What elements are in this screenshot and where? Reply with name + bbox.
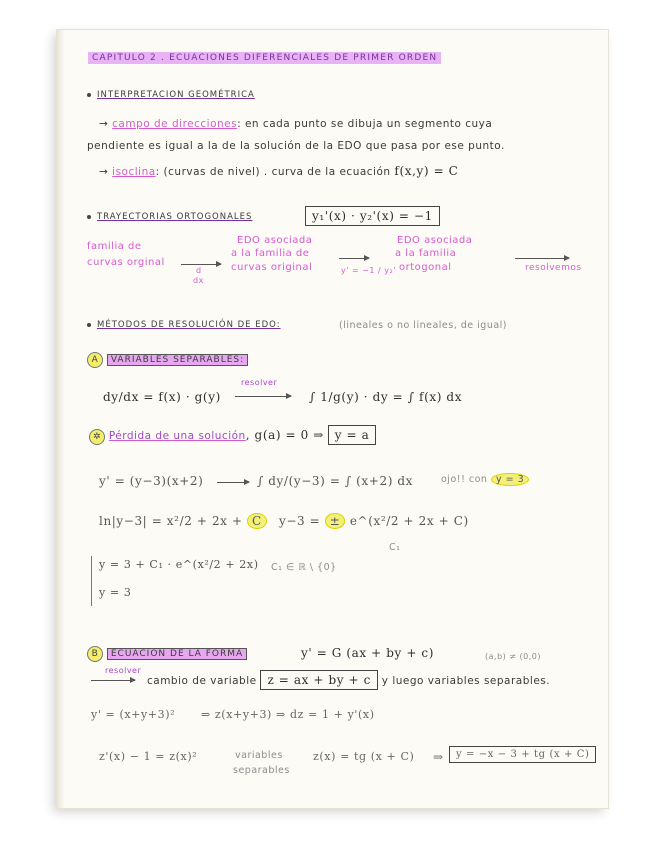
warning-icon: ✲ [89, 429, 105, 445]
method-b-condition: (a,b) ≠ (0,0) [485, 652, 542, 661]
flow-familia-2: curvas orginal [87, 257, 165, 268]
orthogonal-formula: y₁'(x) · y₂'(x) = −1 [305, 206, 440, 226]
method-b-badge: B [87, 646, 103, 662]
example2-vs-1: variables [235, 750, 283, 761]
flow-dx: dx [193, 276, 204, 285]
example1-eq: y' = (y−3)(x+2) [99, 474, 204, 488]
flow-sub: y' = −1 / y₂' [341, 266, 396, 275]
example1-arrow [217, 482, 249, 483]
example2-sub: ⇒ z(x+y+3) ⇒ dz = 1 + y'(x) [201, 708, 375, 721]
method-a-title: VARIABLES SEPARABLES: [107, 354, 248, 366]
cambio-variable-text: cambio de variable [147, 675, 257, 687]
pendiente-line: pendiente es igual a la de la solución de la EDO que pasa por ese punto. [87, 140, 505, 152]
variables-separables-title [87, 352, 248, 368]
cambio-variable-formula: z = ax + by + c [260, 670, 377, 690]
perdida-condition: , g(a) = 0 ⇒ [245, 428, 324, 442]
c1-label: C₁ [389, 542, 401, 553]
resolver-label: resolver [241, 378, 278, 387]
perdida-line [89, 428, 376, 445]
flow-edo-3: curvas original [231, 262, 313, 273]
section-heading-metodos: MÉTODOS DE RESOLUCIÓN DE EDO: [87, 320, 281, 330]
system-singular: y = 3 [99, 586, 132, 599]
chapter-title: CAPITULO 2 . ECUACIONES DIFERENCIALES DE PRIMER ORDEN [88, 52, 441, 64]
example1-exp: y−3 = ± e^(x²/2 + 2x + C) [279, 514, 469, 528]
flow-familia-1: familia de [87, 241, 142, 252]
example1-exp-power: e^(x²/2 + 2x + C) [349, 514, 469, 528]
cambio-variable-line [147, 673, 550, 687]
isoclina-line [99, 164, 458, 178]
flow-arrow-3 [515, 258, 569, 259]
example1-note-highlight: y = 3 [491, 473, 529, 486]
bullet-icon [87, 323, 91, 327]
campo-direcciones-text: : en cada punto se dibuja un segmento cuya [237, 118, 493, 130]
section-heading-trayectorias: TRAYECTORIAS ORTOGONALES [87, 212, 252, 222]
example2-eq: y' = (x+y+3)² [91, 708, 176, 721]
system-brace [91, 556, 92, 606]
method-b-equation: y' = G (ax + by + c) [301, 646, 434, 660]
separable-eq-left: dy/dx = f(x) · g(y) [103, 390, 221, 404]
arrow-icon: → [99, 166, 109, 178]
ecuacion-forma-title [87, 646, 247, 662]
perdida-term: Pérdida de una solución [108, 430, 246, 442]
isoclina-term: isoclina [112, 166, 156, 178]
flow-edo-orto-2: a la familia [395, 248, 457, 259]
constant-c-highlight: C [247, 513, 267, 529]
bullet-icon [87, 215, 91, 219]
example2-z: z(x) = tg (x + C) [313, 750, 415, 763]
method-b-title: ECUACION DE LA FORMA [107, 648, 247, 660]
flow-edo-orto-3: ortogonal [399, 262, 452, 273]
flow-arrow-2 [339, 258, 369, 259]
resolver-arrow-b [91, 680, 135, 681]
arrow-icon: → [99, 118, 109, 130]
system-condition: C₁ ∈ ℝ \ {0} [271, 562, 337, 573]
flow-edo-1: EDO asociada [237, 235, 313, 246]
method-a-badge: A [87, 352, 103, 368]
system-general: y = 3 + C₁ · e^(x²/2 + 2x) [99, 558, 259, 571]
plus-minus-highlight: ± [325, 513, 346, 529]
resolver-arrow [235, 396, 291, 397]
resolver-label-b: resolver [105, 666, 142, 675]
example1-log: ln|y−3| = x²/2 + 2x + C [99, 514, 267, 528]
flow-arrow-1 [181, 264, 221, 265]
flow-edo-2: a la familia de [231, 248, 310, 259]
notebook-page [57, 30, 608, 808]
section-heading-interpretacion: INTERPRETACION GEOMÉTRICA [87, 90, 255, 100]
example2-answer: y = −x − 3 + tg (x + C) [449, 746, 596, 763]
luego-separables-text: y luego variables separables. [381, 675, 551, 687]
isoclina-equation: f(x,y) = C [394, 164, 459, 178]
metodos-note: (lineales o no lineales, de igual) [339, 320, 508, 331]
perdida-solution: y = a [328, 425, 377, 445]
campo-direcciones-line [99, 118, 492, 130]
bullet-icon [87, 93, 91, 97]
example2-implies: ⇒ [433, 750, 444, 764]
separable-eq-right: ∫ 1/g(y) · dy = ∫ f(x) dx [309, 390, 463, 404]
isoclina-text: : (curvas de nivel) . curva de la ecuación [155, 166, 391, 178]
flow-resolvemos: resolvemos [525, 263, 582, 273]
flow-d: d [196, 266, 202, 275]
example2-ode: z'(x) − 1 = z(x)² [99, 750, 198, 763]
example1-note: ojo!! con y = 3 [441, 474, 529, 485]
example2-vs-2: separables [233, 765, 290, 776]
example1-integral: ∫ dy/(y−3) = ∫ (x+2) dx [257, 474, 414, 488]
campo-direcciones-term: campo de direcciones [112, 118, 238, 130]
flow-edo-orto-1: EDO asociada [397, 235, 473, 246]
